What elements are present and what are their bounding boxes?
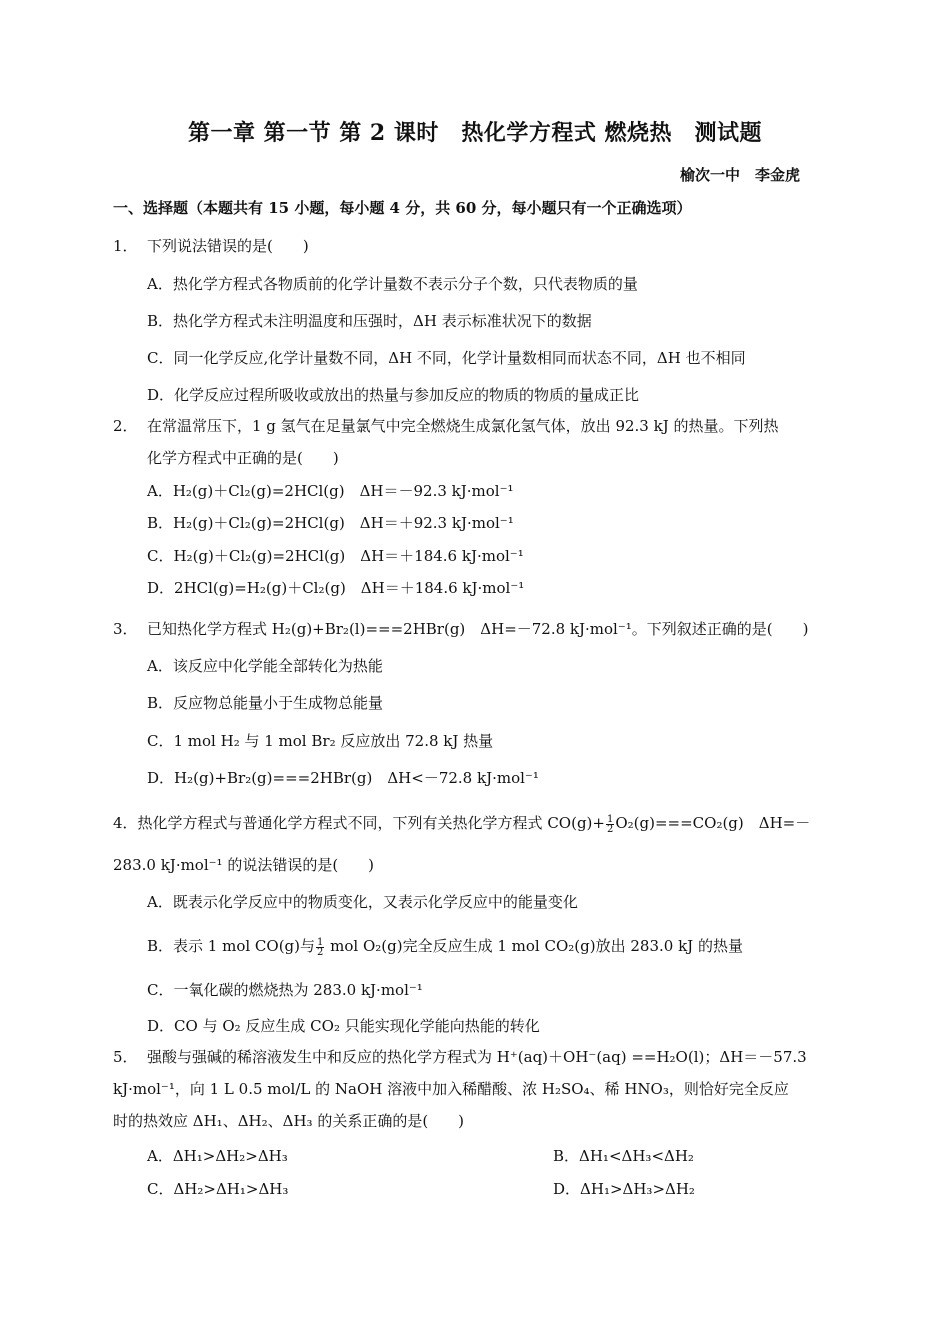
section-heading: 一、选择题（本题共有 15 小题，每小题 4 分，共 60 分，每小题只有一个正确选项） [113, 199, 692, 217]
q1-number: 1． [113, 237, 138, 255]
author-line: 榆次一中 李金虎 [679, 166, 800, 184]
q4-option-b [147, 936, 743, 957]
q3-option-b: B．反应物总能量小于生成物总能量 [147, 694, 384, 712]
one-half-fraction [606, 815, 614, 834]
q5-option-a: A．ΔH₁>ΔH₂>ΔH₃ [147, 1147, 288, 1165]
q5-option-b: B．ΔH₁<ΔH₃<ΔH₂ [553, 1147, 694, 1165]
q4-stem-line2: 283.0 kJ·mol⁻¹ 的说法错误的是( ) [113, 856, 375, 874]
fraction-denominator: 2 [606, 823, 614, 835]
q4-stem-line1-pre: 4．热化学方程式与普通化学方程式不同，下列有关热化学方程式 CO(g)+ [113, 814, 605, 832]
q1-option-c: C．同一化学反应,化学计量数不同，ΔH 不同，化学计量数相同而状态不同，ΔH 也不相同 [147, 349, 746, 367]
fraction-numerator: 1 [606, 813, 614, 825]
q3-stem: 已知热化学方程式 H₂(g)+Br₂(l)===2HBr(g) ΔH=－72.8 kJ·mol⁻¹。下列叙述正确的是( ) [147, 620, 809, 638]
q5-stem-line1: 强酸与强碱的稀溶液发生中和反应的热化学方程式为 H⁺(aq)＋OH⁻(aq) ==H₂O(l)；ΔH＝－57.3 [147, 1048, 807, 1066]
q2-number: 2． [113, 417, 138, 435]
one-half-fraction [316, 938, 324, 957]
q1-option-a: A．热化学方程式各物质前的化学计量数不表示分子个数，只代表物质的量 [147, 275, 638, 293]
q3-option-d: D．H₂(g)+Br₂(g)===2HBr(g) ΔH<－72.8 kJ·mol⁻¹ [147, 769, 539, 787]
q1-stem: 下列说法错误的是( ) [147, 237, 309, 255]
q4-option-a: A．既表示化学反应中的物质变化，又表示化学反应中的能量变化 [147, 893, 578, 911]
fraction-numerator: 1 [317, 936, 324, 948]
q5-option-c: C．ΔH₂>ΔH₁>ΔH₃ [147, 1180, 289, 1198]
q4-option-d: D．CO 与 O₂ 反应生成 CO₂ 只能实现化学能向热能的转化 [147, 1017, 540, 1035]
q2-option-c: C．H₂(g)＋Cl₂(g)=2HCl(g) ΔH＝＋184.6 kJ·mol⁻¹ [147, 547, 524, 565]
q3-option-c: C．1 mol H₂ 与 1 mol Br₂ 反应放出 72.8 kJ 热量 [147, 732, 494, 750]
q4-option-b-post: mol O₂(g)完全反应生成 1 mol CO₂(g)放出 283.0 kJ 的热量 [325, 937, 743, 955]
q5-option-d: D．ΔH₁>ΔH₃>ΔH₂ [553, 1180, 695, 1198]
q4-stem-line1-post: O₂(g)===CO₂(g) ΔH=－ [615, 814, 811, 832]
q2-stem-line1: 在常温常压下，1 g 氢气在足量氯气中完全燃烧生成氯化氢气体，放出 92.3 kJ 的热量。下列热 [147, 417, 779, 435]
q2-option-a: A．H₂(g)＋Cl₂(g)=2HCl(g) ΔH＝－92.3 kJ·mol⁻¹ [147, 482, 514, 500]
fraction-denominator: 2 [317, 946, 324, 958]
q5-stem-line2: kJ·mol⁻¹，向 1 L 0.5 mol/L 的 NaOH 溶液中加入稀醋酸、浓 H₂SO₄、稀 HNO₃，则恰好完全反应 [113, 1080, 789, 1098]
q4-stem-line1 [113, 813, 810, 834]
q3-option-a: A．该反应中化学能全部转化为热能 [147, 657, 383, 675]
q1-option-d: D．化学反应过程所吸收或放出的热量与参加反应的物质的物质的量成正比 [147, 386, 640, 404]
page-title: 第一章 第一节 第 2 课时 热化学方程式 燃烧热 测试题 [187, 120, 763, 146]
q4-option-b-pre: B．表示 1 mol CO(g)与 [147, 937, 316, 955]
q5-number: 5． [113, 1048, 138, 1066]
q2-option-b: B．H₂(g)＋Cl₂(g)=2HCl(g) ΔH＝＋92.3 kJ·mol⁻¹ [147, 514, 514, 532]
q4-option-c: C．一氧化碳的燃烧热为 283.0 kJ·mol⁻¹ [147, 981, 423, 999]
q1-option-b: B．热化学方程式未注明温度和压强时，ΔH 表示标准状况下的数据 [147, 312, 592, 330]
q2-option-d: D．2HCl(g)=H₂(g)＋Cl₂(g) ΔH＝＋184.6 kJ·mol⁻¹ [147, 579, 525, 597]
q2-stem-line2: 化学方程式中正确的是( ) [147, 449, 339, 467]
q3-number: 3． [113, 620, 138, 638]
q5-stem-line3: 时的热效应 ΔH₁、ΔH₂、ΔH₃ 的关系正确的是( ) [113, 1112, 465, 1130]
